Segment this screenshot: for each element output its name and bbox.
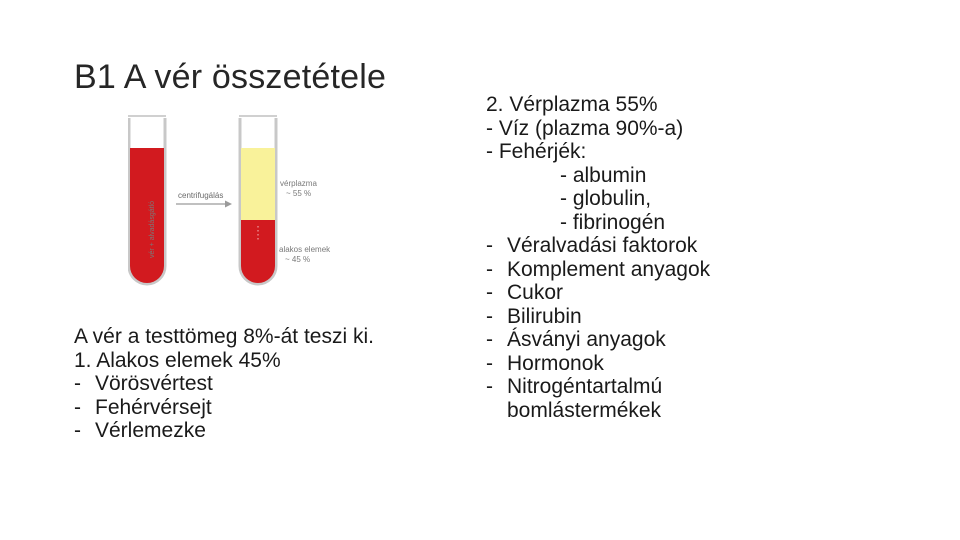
body-weight-line: A vér a testtömeg 8%-át teszi ki. — [74, 325, 374, 348]
list-item: - Hormonok — [486, 351, 604, 375]
list-item: - Bilirubin — [486, 304, 582, 328]
list-item-continuation: bomlástermékek — [507, 398, 662, 422]
formed-elements-heading: 1. Alakos elemek 45% — [74, 348, 281, 372]
left-text-block — [74, 325, 374, 443]
arrow-label: centrifugálás — [178, 191, 224, 200]
tube1-side-label: vér + alvadásgátló — [149, 200, 156, 258]
tube-centrifuged — [239, 116, 277, 284]
slide-title: B1 A vér összetétele — [74, 58, 387, 96]
protein-item: - globulin, — [560, 187, 652, 210]
list-item: - Cukor — [486, 281, 564, 304]
list-item: - Vérlemezke — [74, 419, 206, 442]
list-item: - Fehérvérsejt — [74, 395, 212, 419]
list-item: - Véralvadási faktorok — [486, 234, 698, 257]
plasma-percent: ~ 55 % — [286, 189, 312, 198]
list-item: - Komplement anyagok — [486, 257, 711, 281]
plasma-label: vérplazma — [280, 179, 317, 188]
centrifuge-arrow — [176, 191, 232, 208]
proteins-line: - Fehérjék: — [486, 140, 587, 163]
cells-label: alakos elemek — [279, 245, 331, 254]
water-line: - Víz (plazma 90%-a) — [486, 116, 684, 140]
list-item: - Nitrogéntartalmú — [486, 375, 663, 398]
plasma-layer — [241, 148, 275, 220]
list-item: - Ásványi anyagok — [486, 328, 666, 351]
list-item: - Vörösvértest — [74, 372, 213, 395]
plasma-heading: 2. Vérplazma 55% — [486, 93, 658, 116]
cells-layer — [241, 220, 275, 283]
centrifuge-diagram — [128, 108, 348, 294]
protein-item: - fibrinogén — [560, 210, 666, 234]
blood-tubes-figure — [128, 108, 348, 294]
protein-item: - albumin — [560, 163, 647, 187]
tube-whole-blood — [128, 116, 166, 284]
cells-percent: ~ 45 % — [285, 255, 311, 264]
whole-blood-fill — [130, 148, 164, 283]
right-text-block — [486, 93, 710, 422]
